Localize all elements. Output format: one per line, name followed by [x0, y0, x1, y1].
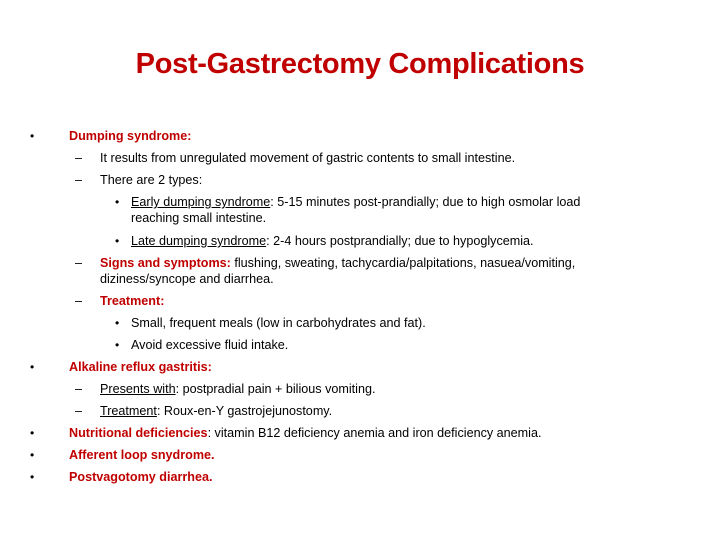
alkaline-presents-line: [100, 381, 375, 397]
presents-label: Presents with: [100, 382, 176, 396]
alkaline-treatment-label: Treatment: [100, 404, 157, 418]
late-dumping-text: : 2-4 hours postprandially; due to hypoglycemia.: [266, 234, 534, 248]
postvagotomy-heading: Postvagotomy diarrhea.: [69, 470, 213, 484]
bullet-dot: •: [30, 129, 35, 143]
treatment-label: Treatment:: [100, 294, 165, 308]
nutritional-text: : vitamin B12 deficiency anemia and iron deficiency anemia.: [207, 426, 542, 440]
late-dumping-label: Late dumping syndrome: [131, 234, 267, 248]
dumping-cause: It results from unregulated movement of gastric contents to small intestine.: [100, 151, 516, 165]
nutritional-heading: Nutritional deficiencies: [69, 426, 208, 440]
sub-bullet-dot: •: [115, 234, 120, 248]
dash-glyph: –: [75, 256, 83, 270]
dumping-heading-label: Dumping syndrome:: [69, 129, 192, 143]
nutritional-line: [69, 425, 541, 441]
signs-text-cont: diziness/syncope and diarrhea.: [100, 272, 274, 286]
dash-glyph: –: [75, 404, 83, 418]
early-dumping-text-cont: reaching small intestine.: [131, 211, 267, 225]
sub-bullet-dot: •: [115, 195, 120, 209]
bullet-dot: •: [30, 360, 35, 374]
postvagotomy-line: [69, 469, 212, 485]
signs-label: Signs and symptoms:: [100, 256, 231, 270]
afferent-heading: Afferent loop snydrome.: [69, 448, 215, 462]
late-dumping-line: [131, 233, 534, 249]
dash-glyph: –: [75, 173, 83, 187]
alkaline-heading-label: Alkaline reflux gastritis:: [69, 360, 212, 374]
bullet-dot: •: [30, 448, 35, 462]
signs-line: [100, 255, 575, 271]
presents-text: : postpradial pain + bilious vomiting.: [175, 382, 376, 396]
dash-glyph: –: [75, 151, 83, 165]
bullet-dot: •: [30, 470, 35, 484]
signs-text: flushing, sweating, tachycardia/palpitations, nasuea/vomiting,: [230, 256, 576, 270]
bullet-dot: •: [30, 426, 35, 440]
dumping-types-intro: There are 2 types:: [100, 173, 203, 187]
dash-glyph: –: [75, 294, 83, 308]
treatment-item-2: Avoid excessive fluid intake.: [131, 338, 289, 352]
treatment-item-1: Small, frequent meals (low in carbohydrates and fat).: [131, 316, 426, 330]
alkaline-treatment-text: : Roux-en-Y gastrojejunostomy.: [156, 404, 333, 418]
sub-bullet-dot: •: [115, 338, 120, 352]
treatment-line: [100, 293, 164, 309]
sub-bullet-dot: •: [115, 316, 120, 330]
dumping-heading: [69, 128, 191, 144]
slide-title: Post-Gastrectomy Complications: [135, 48, 585, 80]
dash-glyph: –: [75, 382, 83, 396]
afferent-line: [69, 447, 215, 463]
alkaline-treatment-line: [100, 403, 332, 419]
early-dumping-text: : 5-15 minutes post-prandially; due to high osmolar load: [270, 195, 581, 209]
early-dumping-label: Early dumping syndrome: [131, 195, 271, 209]
early-dumping-line: [131, 194, 580, 210]
alkaline-heading: [69, 359, 212, 375]
